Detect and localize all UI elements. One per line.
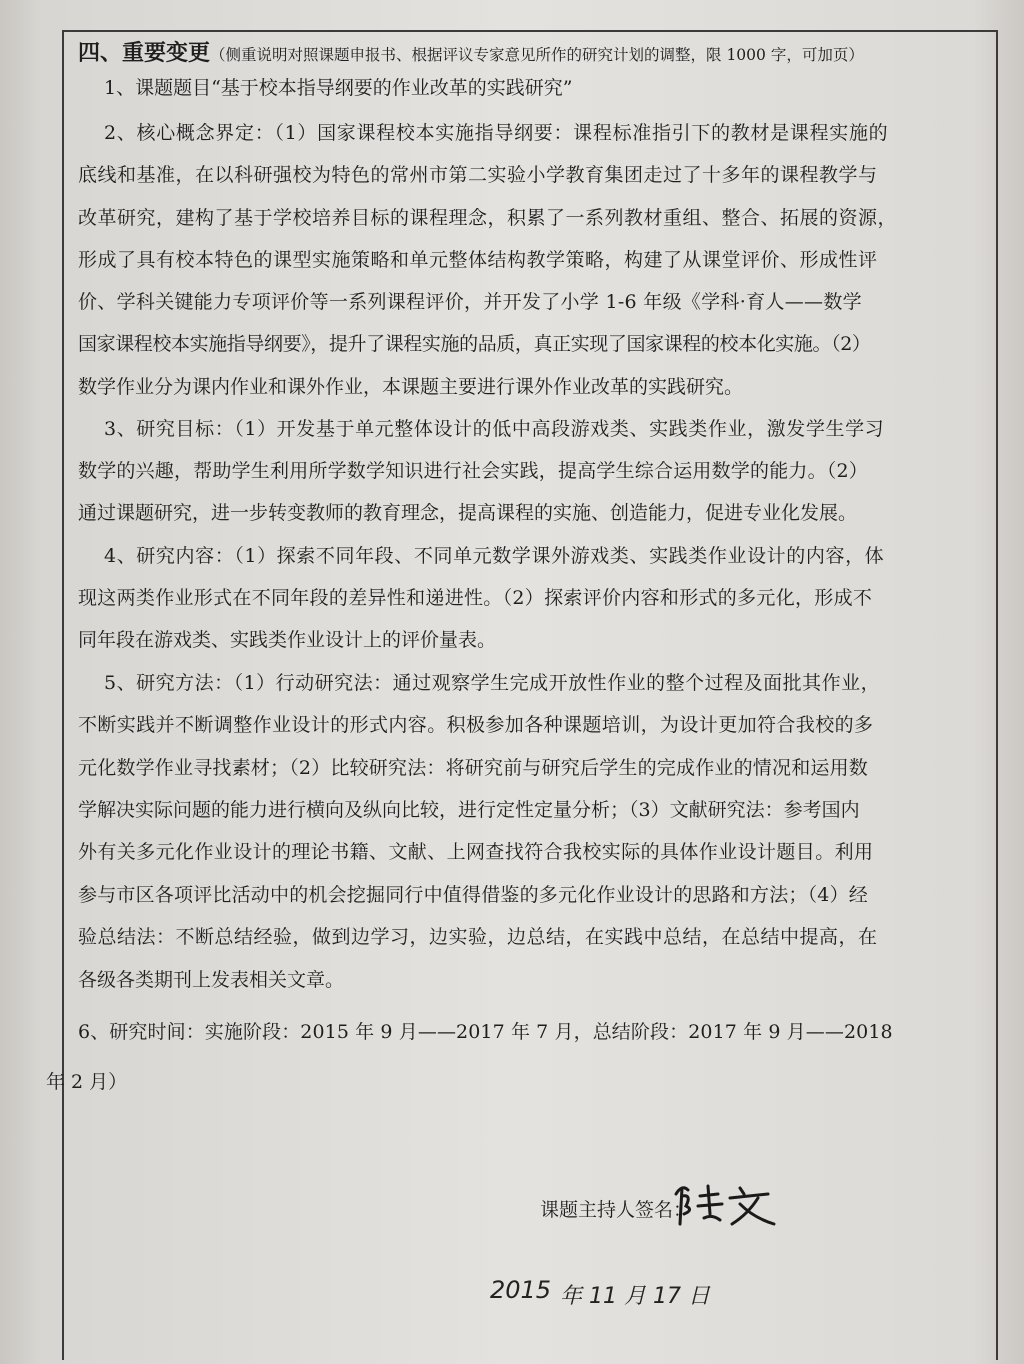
section-note: （侧重说明对照课题申报书、根据评议专家意见所作的研究计划的调整，限 1000 字，可加页）	[210, 46, 864, 64]
body-line: 不断实践并不断调整作业设计的形式内容。积极参加各种课题培训，为设计更加符合我校的多	[78, 714, 874, 736]
body-line: 各级各类期刊上发表相关文章。	[78, 969, 345, 991]
section-title	[78, 36, 864, 67]
body-line: 验总结法：不断总结经验，做到边学习，边实验，边总结，在实践中总结，在总结中提高，在	[78, 926, 878, 948]
body-line: 元化数学作业寻找素材；（2）比较研究法：将研究前与研究后学生的完成作业的情况和运用数	[78, 757, 868, 779]
body-line: 学解决实际问题的能力进行横向及纵向比较，进行定性定量分析；（3）文献研究法：参考国内	[78, 799, 860, 821]
body-line: 3、研究目标：（1）开发基于单元整体设计的低中高段游戏类、实践类作业，激发学生学习	[104, 418, 885, 440]
body-line: 数学作业分为课内作业和课外作业，本课题主要进行课外作业改革的实践研究。	[78, 376, 744, 398]
body-line: 2、核心概念界定：（1）国家课程校本实施指导纲要：课程标准指引下的教材是课程实施的	[104, 122, 889, 144]
handwritten-signature	[668, 1174, 788, 1238]
body-line: 同年段在游戏类、实践类作业设计上的评价量表。	[78, 629, 497, 651]
body-line: 5、研究方法：（1）行动研究法：通过观察学生完成开放性作业的整个过程及面批其作业，	[104, 672, 881, 694]
body-line: 现这两类作业形式在不同年段的差异性和递进性。（2）探索评价内容和形式的多元化，形成不	[78, 587, 873, 609]
section-heading: 四、重要变更	[78, 40, 211, 66]
body-line: 6、研究时间：实施阶段：2015 年 9 月——2017 年 7 月，总结阶段：2017 年 9 月——2018	[78, 1021, 893, 1043]
body-line: 形成了具有校本特色的课型实施策略和单元整体结构教学策略，构建了从课堂评价、形成性评	[78, 249, 878, 271]
body-line: 国家课程校本实施指导纲要》，提升了课程实施的品质，真正实现了国家课程的校本化实施。（2）	[78, 333, 871, 355]
body-line: 底线和基准，在以科研强校为特色的常州市第二实验小学教育集团走过了十多年的课程教学与	[78, 164, 878, 186]
body-line: 改革研究，建构了基于学校培养目标的课程理念，积累了一系列教材重组、整合、拓展的资源，	[78, 207, 898, 229]
body-line: 参与市区各项评比活动中的机会挖掘同行中值得借鉴的多元化作业设计的思路和方法；（4）经	[78, 884, 868, 906]
date-year: 2015	[490, 1276, 552, 1304]
body-line: 价、学科关键能力专项评价等一系列课程评价，并开发了小学 1-6 年级《学科·育人——数学	[78, 291, 862, 313]
body-line: 4、研究内容：（1）探索不同年段、不同单元数学课外游戏类、实践类作业设计的内容，体	[104, 545, 885, 567]
body-line: 通过课题研究，进一步转变教师的教育理念，提高课程的实施、创造能力，促进专业化发展。	[78, 502, 858, 524]
date-month-day: 年 11 月 17 日	[560, 1284, 710, 1309]
signature-label: 课题主持人签名：	[540, 1199, 693, 1221]
body-line: 外有关多元化作业设计的理论书籍、文献、上网查找符合我校实际的具体作业设计题目。利用	[78, 841, 874, 863]
body-line: 数学的兴趣，帮助学生利用所学数学知识进行社会实践，提高学生综合运用数学的能力。（2）	[78, 460, 868, 482]
body-line: 年 2 月）	[46, 1071, 128, 1093]
body-line: 1、课题题目“基于校本指导纲要的作业改革的实践研究”	[104, 77, 573, 99]
